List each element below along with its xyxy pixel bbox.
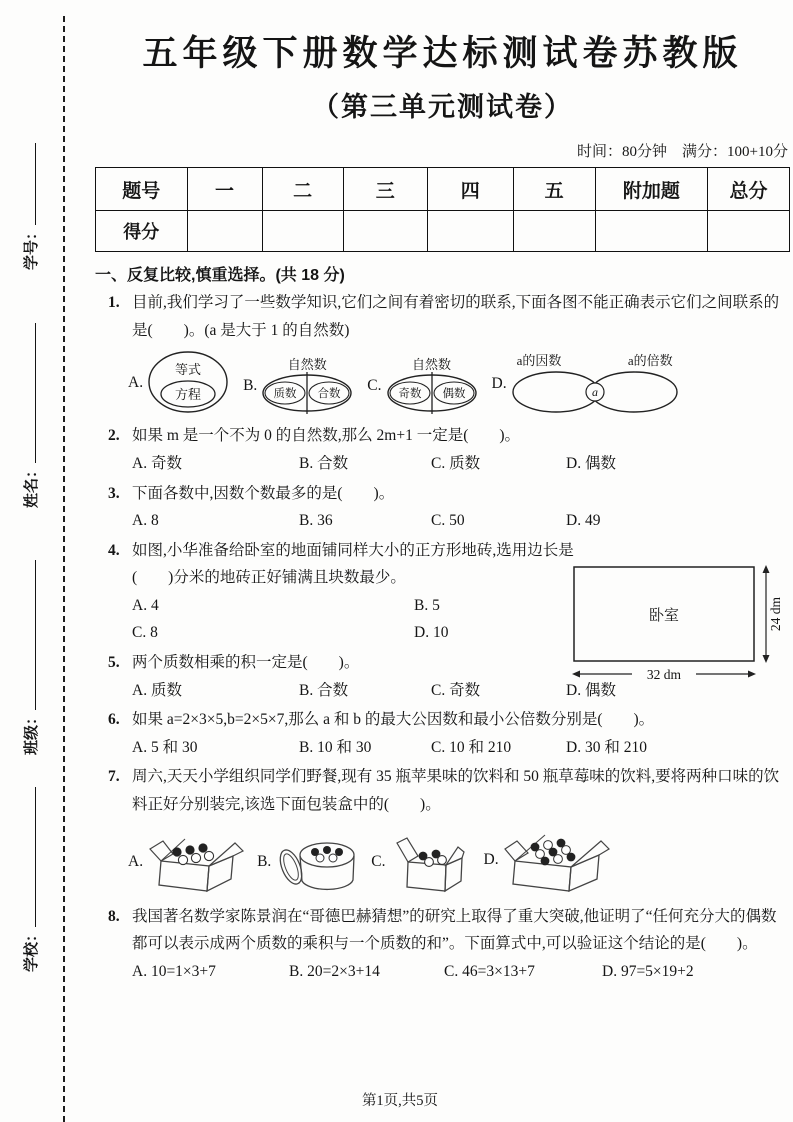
q2-option-a: A. 奇数: [132, 454, 182, 472]
svg-text:奇数: 奇数: [398, 388, 422, 401]
svg-text:方程: 方程: [175, 387, 202, 403]
question-8-number: 8.: [108, 907, 120, 925]
score-blank-cell: [262, 211, 343, 252]
venn-odd-even-diagram: [386, 372, 478, 414]
q2-option-c: C. 质数: [431, 454, 481, 472]
question-1-diagrams: [108, 350, 790, 414]
q4-option-d: D. 10: [414, 624, 449, 642]
question-6-options: [108, 734, 790, 762]
section1-heading: 一、反复比较,慎重选择。(共 18 分): [95, 267, 345, 285]
q1-option-a-letter: A.: [128, 373, 144, 391]
score-row-label: 得分: [96, 211, 188, 252]
q6-option-d: D. 30 和 210: [566, 738, 647, 756]
name-blank: [35, 323, 36, 463]
question-3-options: [108, 507, 790, 535]
question-8: [108, 903, 790, 986]
q4-option-b: B. 5: [414, 596, 440, 614]
q1-option-a: [128, 350, 229, 414]
question-3: [108, 480, 790, 535]
score-blank-cell: [513, 211, 595, 252]
q7-option-d-letter: D.: [483, 850, 499, 868]
question-3-text: 下面各数中,因数个数最多的是( )。: [132, 484, 395, 502]
q2-option-d: D. 偶数: [566, 454, 616, 472]
score-blank-cell: [595, 211, 707, 252]
school-field: [20, 787, 41, 972]
q7-option-c: [371, 829, 473, 895]
question-3-number: 3.: [108, 484, 120, 502]
student-id-blank: [35, 143, 36, 225]
venn-factors-multiples-diagram: [511, 368, 679, 414]
score-header-cell: 一: [187, 168, 262, 211]
main-content: [95, 30, 790, 987]
class-label: 班级：: [23, 709, 40, 755]
score-header-cell: 二: [262, 168, 343, 211]
q1-option-b: [243, 357, 353, 415]
open-carton-box-icon: [147, 829, 247, 895]
score-header-cell: 总分: [708, 168, 790, 211]
q1-option-b-title: 自然数: [287, 356, 327, 372]
question-5-number: 5.: [108, 654, 120, 672]
page-number: 第1页,共5页: [361, 1093, 439, 1109]
bedroom-floor-plan: [570, 563, 788, 685]
q8-option-d: D. 97=5×19+2: [602, 962, 694, 980]
q7-option-a-letter: A.: [128, 852, 144, 870]
question-1-text: 目前,我们学习了一些数学知识,它们之间有着密切的联系,下面各图不能正确表示它们之间联系的是( )。(a 是大于 1 的自然数): [132, 294, 780, 339]
q6-option-a: A. 5 和 30: [132, 738, 198, 756]
score-table: [95, 167, 790, 252]
svg-text:a: a: [591, 385, 598, 400]
svg-text:等式: 等式: [175, 362, 202, 378]
q3-option-d: D. 49: [566, 512, 601, 530]
q1-option-c-title: 自然数: [412, 356, 452, 372]
score-blank-cell: [708, 211, 790, 252]
large-carton-box-icon: [503, 825, 613, 895]
q3-option-a: A. 8: [132, 512, 159, 530]
score-header-cell: 题号: [96, 168, 188, 211]
score-table-score-row: [96, 211, 790, 252]
q6-option-c: C. 10 和 210: [431, 738, 512, 756]
q5-option-a: A. 质数: [132, 681, 182, 699]
question-8-text: 我国著名数学家陈景润在“哥德巴赫猜想”的研究上取得了重大突破,他证明了“任何充分大的偶数都可以表示成两个质数的乘积与一个质数的和”。下面算式中,可以验证这个结论的是( )。: [132, 907, 777, 953]
svg-text:偶数: 偶数: [442, 388, 466, 401]
q7-option-b: [257, 829, 361, 895]
q3-option-b: B. 36: [299, 512, 333, 530]
score-header-cell: 四: [427, 168, 513, 211]
svg-text:32 dm: 32 dm: [646, 666, 682, 682]
q7-option-c-letter: C.: [371, 852, 386, 870]
q5-option-c: C. 奇数: [431, 681, 481, 699]
score-blank-cell: [187, 211, 262, 252]
question-6-number: 6.: [108, 711, 120, 729]
q2-option-b: B. 合数: [299, 454, 349, 472]
svg-text:卧室: 卧室: [648, 607, 680, 624]
question-7: [108, 763, 790, 894]
small-carton-box-icon: [390, 829, 474, 895]
question-7-number: 7.: [108, 768, 120, 786]
question-7-text: 周六,天天小学组织同学们野餐,现有 35 瓶苹果味的饮料和 50 瓶草莓味的饮料,要将两种口味的饮料正好分别装完,该选下面包装盒中的( )。: [132, 768, 780, 813]
class-field: [20, 560, 41, 755]
score-header-cell: 附加题: [595, 168, 707, 211]
question-2-number: 2.: [108, 427, 120, 445]
page-subtitle: （第三单元测试卷）: [312, 92, 573, 123]
fold-dashed-line: [63, 16, 65, 1122]
score-blank-cell: [427, 211, 513, 252]
svg-text:质数: 质数: [273, 388, 297, 401]
q1-option-b-letter: B.: [243, 376, 258, 394]
question-2-options: [108, 450, 790, 478]
question-6: [108, 706, 790, 761]
question-6-text: 如果 a=2×3×5,b=2×5×7,那么 a 和 b 的最大公因数和最小公倍数分别是( )。: [132, 711, 655, 729]
exam-time-score-info: 时间：80分钟 满分：100+10分: [577, 144, 788, 161]
q1-option-d-left-title: a的因数: [516, 352, 562, 368]
q8-option-c: C. 46=3×13+7: [444, 962, 535, 980]
q5-option-d: D. 偶数: [566, 681, 616, 699]
q1-option-c-letter: C.: [367, 376, 382, 394]
class-blank: [35, 560, 36, 710]
svg-text:合数: 合数: [317, 388, 341, 401]
score-table-header-row: [96, 168, 790, 211]
q4-option-a: A. 4: [132, 596, 159, 614]
page-title: 五年级下册数学达标测试卷苏教版: [142, 34, 743, 73]
question-5-text: 两个质数相乘的积一定是( )。: [132, 654, 360, 672]
q7-option-a: [128, 829, 247, 895]
q8-option-b: B. 20=2×3+14: [289, 962, 380, 980]
question-2-text: 如果 m 是一个不为 0 的自然数,那么 2m+1 一定是( )。: [132, 427, 521, 445]
q7-option-b-letter: B.: [257, 852, 272, 870]
q3-option-c: C. 50: [431, 512, 465, 530]
venn-equation-diagram: [147, 350, 229, 414]
svg-text:24 dm: 24 dm: [768, 596, 783, 631]
score-header-cell: 五: [513, 168, 595, 211]
section1-body: [95, 289, 790, 985]
bedroom-diagram: [570, 563, 788, 685]
school-blank: [35, 787, 36, 927]
question-2: [108, 422, 790, 477]
name-label: 姓名：: [23, 462, 40, 508]
q1-option-d-letter: D.: [491, 374, 507, 392]
q4-option-c: C. 8: [132, 624, 158, 642]
name-field: [20, 323, 41, 508]
question-4-number: 4.: [108, 541, 120, 559]
round-tub-box-icon: [275, 829, 361, 895]
student-id-label: 学号：: [23, 224, 40, 270]
question-4-options: [108, 592, 618, 647]
student-id-field: [20, 143, 41, 270]
q5-option-b: B. 合数: [299, 681, 349, 699]
venn-prime-composite-diagram: [261, 372, 353, 414]
question-1-number: 1.: [108, 294, 120, 312]
q1-option-d: [492, 353, 679, 415]
question-4-text: 如图,小华准备给卧室的地面铺同样大小的正方形地砖,选用边长是( )分米的地砖正好铺满且块数最少。: [132, 541, 574, 587]
score-blank-cell: [343, 211, 427, 252]
q1-option-d-right-title: a的倍数: [627, 352, 673, 368]
question-8-options: [108, 958, 790, 986]
question-7-box-images: [108, 825, 790, 895]
question-1: [108, 289, 790, 414]
school-label: 学校：: [23, 926, 40, 972]
q1-option-c: [367, 357, 477, 415]
score-header-cell: 三: [343, 168, 427, 211]
q6-option-b: B. 10 和 30: [299, 738, 372, 756]
q7-option-d: [484, 825, 613, 895]
q8-option-a: A. 10=1×3+7: [132, 962, 216, 980]
